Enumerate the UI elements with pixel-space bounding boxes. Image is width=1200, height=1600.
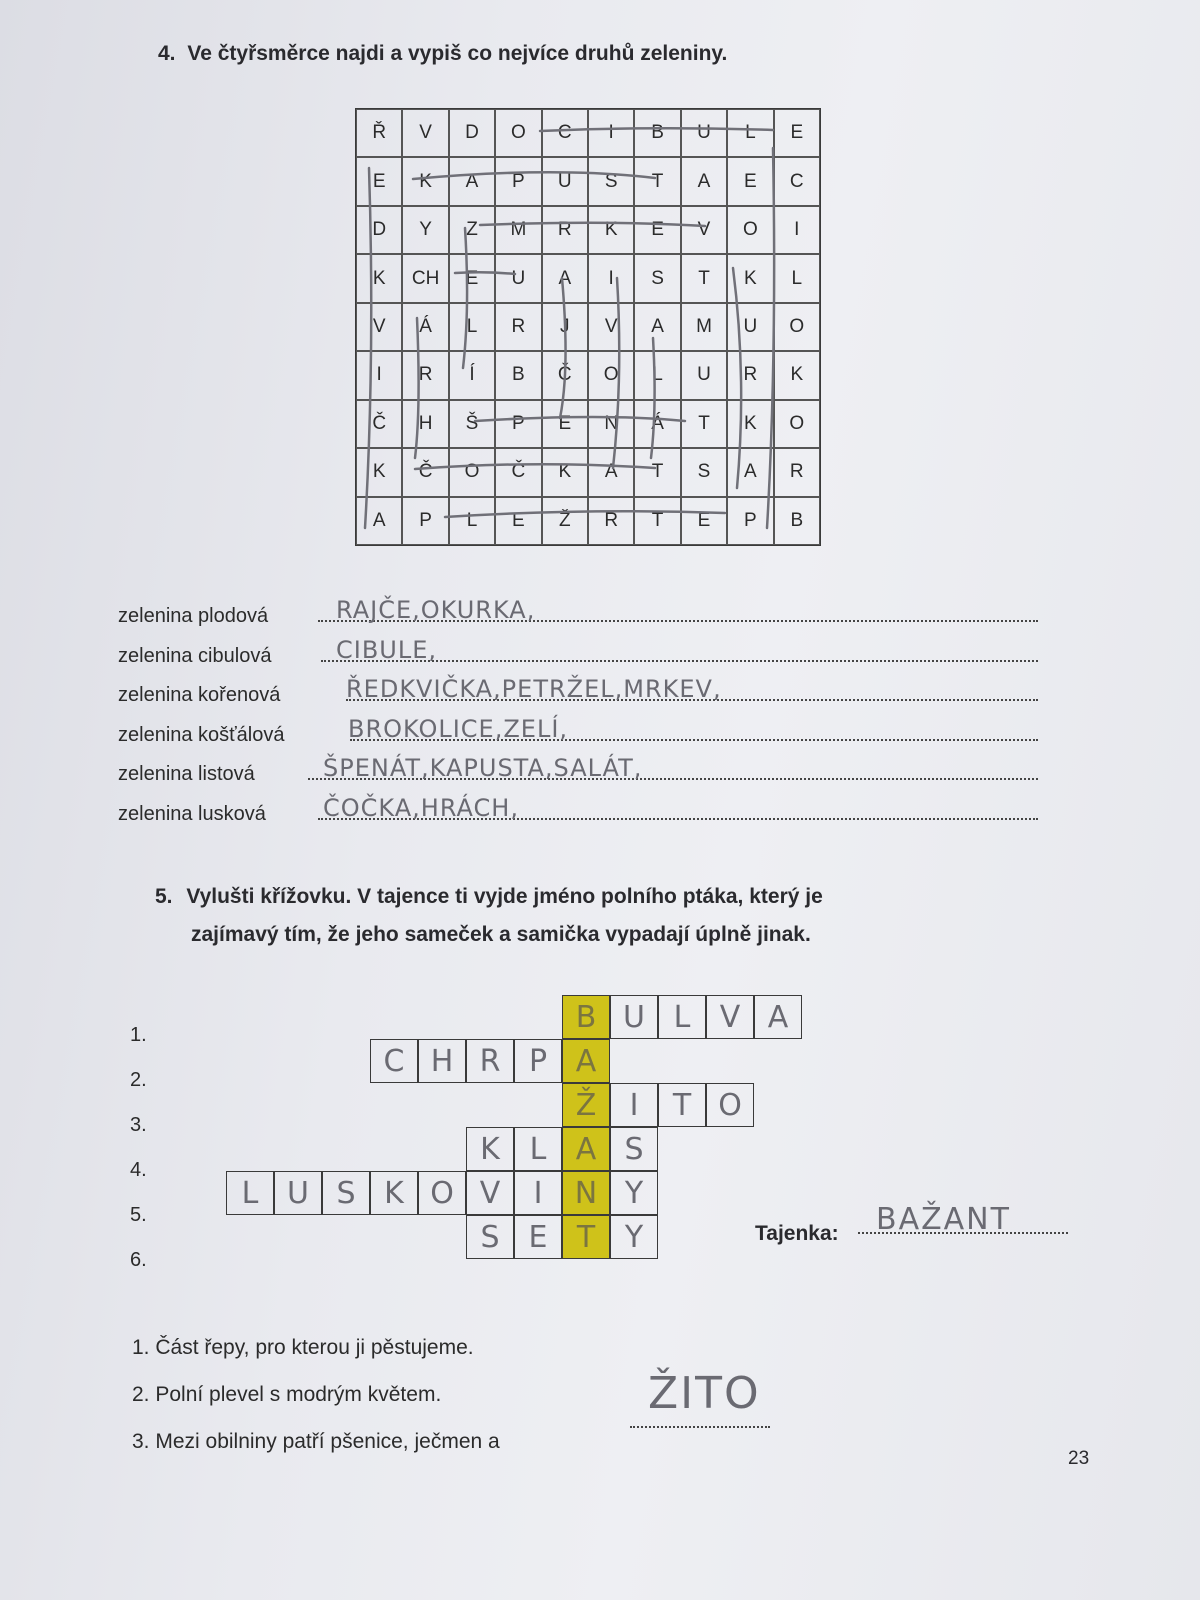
grid-cell: M: [495, 206, 541, 254]
category-label: zelenina kořenová: [118, 684, 281, 706]
clue-2: 2. Polní plevel s modrým květem.: [132, 1383, 442, 1406]
grid-cell: U: [681, 109, 727, 157]
grid-cell: V: [588, 303, 634, 351]
clue-1: 1. Část řepy, pro kterou ji pěstujeme.: [132, 1336, 474, 1359]
crossword-key-cell: T: [562, 1215, 610, 1259]
crossword-row-number: 6.: [130, 1249, 147, 1271]
grid-cell: K: [774, 351, 820, 399]
grid-cell: CH: [402, 254, 448, 302]
grid-cell: I: [774, 206, 820, 254]
grid-cell: Á: [634, 400, 680, 448]
grid-cell: R: [727, 351, 773, 399]
grid-cell: U: [495, 254, 541, 302]
crossword-key-cell: Ž: [562, 1083, 610, 1127]
grid-cell: P: [495, 157, 541, 205]
crossword-key-cell: B: [562, 995, 610, 1039]
category-row: [118, 750, 1038, 786]
grid-cell: K: [402, 157, 448, 205]
crossword-cell: L: [658, 995, 706, 1039]
grid-cell: Č: [542, 351, 588, 399]
category-label: zelenina plodová: [118, 605, 269, 627]
grid-cell: K: [356, 448, 402, 496]
crossword-cell: Y: [610, 1171, 658, 1215]
grid-cell: J: [542, 303, 588, 351]
category-row: [118, 592, 1038, 628]
crossword-cell: K: [370, 1171, 418, 1215]
crossword-cell: S: [466, 1215, 514, 1259]
grid-cell: K: [727, 400, 773, 448]
task4-title: Ve čtyřsměrce najdi a vypiš co nejvíce druhů zeleniny.: [187, 42, 728, 65]
grid-cell: A: [681, 157, 727, 205]
category-answer: ŘEDKVIČKA,PETRŽEL,MRKEV,: [346, 675, 722, 703]
crossword-cell: L: [514, 1127, 562, 1171]
grid-cell: Ž: [542, 497, 588, 545]
grid-cell: D: [449, 109, 495, 157]
grid-cell: S: [588, 157, 634, 205]
grid-cell: L: [727, 109, 773, 157]
category-answer: RAJČE,OKURKA,: [336, 596, 536, 624]
crossword-cell: I: [514, 1171, 562, 1215]
grid-cell: T: [634, 157, 680, 205]
grid-cell: B: [774, 497, 820, 545]
category-label: zelenina listová: [118, 763, 255, 785]
crossword-cell: I: [610, 1083, 658, 1127]
grid-cell: P: [727, 497, 773, 545]
grid-cell: T: [681, 254, 727, 302]
category-label: zelenina lusková: [118, 803, 266, 825]
grid-cell: P: [402, 497, 448, 545]
grid-cell: E: [449, 254, 495, 302]
crossword-cell: U: [610, 995, 658, 1039]
task5-title-line1: Vylušti křížovku. V tajence ti vyjde jméno polního ptáka, který je: [186, 885, 823, 908]
grid-cell: Č: [356, 400, 402, 448]
category-label: zelenina cibulová: [118, 645, 272, 667]
grid-cell: I: [356, 351, 402, 399]
grid-cell: E: [774, 109, 820, 157]
grid-cell: K: [356, 254, 402, 302]
grid-cell: K: [727, 254, 773, 302]
grid-cell: H: [402, 400, 448, 448]
category-row: [118, 671, 1038, 707]
grid-cell: L: [774, 254, 820, 302]
grid-cell: R: [774, 448, 820, 496]
grid-cell: S: [681, 448, 727, 496]
grid-cell: Á: [402, 303, 448, 351]
grid-cell: O: [774, 400, 820, 448]
crossword-cell: L: [226, 1171, 274, 1215]
crossword-row-number: 5.: [130, 1204, 147, 1226]
task5-title-line2: zajímavý tím, že jeho sameček a samička vypadají úplně jinak.: [191, 923, 811, 946]
crossword-cell: P: [514, 1039, 562, 1083]
grid-cell: D: [356, 206, 402, 254]
tajenka-label: Tajenka:: [755, 1222, 839, 1245]
grid-cell: V: [681, 206, 727, 254]
crossword-cell: U: [274, 1171, 322, 1215]
crossword-cell: A: [754, 995, 802, 1039]
category-row: [118, 711, 1038, 747]
crossword-key-cell: A: [562, 1127, 610, 1171]
grid-cell: Š: [449, 400, 495, 448]
grid-cell: E: [634, 206, 680, 254]
word-search-grid: [355, 108, 821, 546]
grid-cell: L: [634, 351, 680, 399]
task5-number: 5.: [155, 885, 173, 908]
grid-cell: A: [634, 303, 680, 351]
grid-cell: O: [588, 351, 634, 399]
grid-cell: R: [402, 351, 448, 399]
grid-cell: S: [634, 254, 680, 302]
grid-cell: K: [542, 448, 588, 496]
grid-cell: A: [727, 448, 773, 496]
tajenka-answer: BAŽANT: [876, 1202, 1011, 1237]
crossword-key-cell: N: [562, 1171, 610, 1215]
grid-cell: Č: [402, 448, 448, 496]
grid-cell: B: [634, 109, 680, 157]
grid-cell: M: [681, 303, 727, 351]
crossword-row-number: 1.: [130, 1024, 147, 1046]
grid-cell: Ř: [356, 109, 402, 157]
grid-cell: R: [588, 497, 634, 545]
task5-heading: [155, 878, 823, 954]
crossword-cell: Y: [610, 1215, 658, 1259]
grid-cell: U: [542, 157, 588, 205]
crossword-cell: V: [706, 995, 754, 1039]
crossword-cell: S: [610, 1127, 658, 1171]
crossword-row-number: 4.: [130, 1159, 147, 1181]
grid-cell: E: [727, 157, 773, 205]
crossword-cell: R: [466, 1039, 514, 1083]
grid-cell: O: [727, 206, 773, 254]
grid-cell: E: [495, 497, 541, 545]
grid-cell: T: [634, 448, 680, 496]
category-answer: ŠPENÁT,KAPUSTA,SALÁT,: [323, 754, 643, 782]
crossword-cell: C: [370, 1039, 418, 1083]
crossword-cell: H: [418, 1039, 466, 1083]
grid-cell: A: [449, 157, 495, 205]
page-number: 23: [1068, 1448, 1090, 1469]
grid-cell: C: [774, 157, 820, 205]
clue-3: 3. Mezi obilniny patří pšenice, ječmen a: [132, 1430, 500, 1453]
grid-cell: Z: [449, 206, 495, 254]
grid-cell: V: [356, 303, 402, 351]
crossword-cell: V: [466, 1171, 514, 1215]
category-row: [118, 790, 1038, 826]
category-answer: BROKOLICE,ZELÍ,: [348, 715, 569, 743]
crossword-row-number: 2.: [130, 1069, 147, 1091]
category-answer: ČOČKA,HRÁCH,: [323, 794, 519, 822]
crossword-row-number: 3.: [130, 1114, 147, 1136]
grid-cell: Y: [402, 206, 448, 254]
crossword-key-cell: A: [562, 1039, 610, 1083]
grid-cell: R: [542, 206, 588, 254]
grid-cell: E: [356, 157, 402, 205]
grid-cell: E: [681, 497, 727, 545]
grid-cell: L: [449, 497, 495, 545]
clue-3-answer: ŽITO: [648, 1368, 761, 1419]
grid-cell: N: [588, 400, 634, 448]
grid-cell: K: [588, 206, 634, 254]
grid-cell: C: [542, 109, 588, 157]
grid-cell: L: [449, 303, 495, 351]
grid-cell: P: [495, 400, 541, 448]
grid-cell: A: [588, 448, 634, 496]
clue-3-dots: [630, 1426, 770, 1428]
crossword-cell: O: [418, 1171, 466, 1215]
crossword-cell: T: [658, 1083, 706, 1127]
grid-cell: Í: [449, 351, 495, 399]
grid-cell: O: [495, 109, 541, 157]
category-answer: CIBULE,: [336, 636, 438, 664]
crossword-cell: E: [514, 1215, 562, 1259]
task4-heading: [158, 42, 727, 66]
grid-cell: U: [727, 303, 773, 351]
grid-cell: V: [402, 109, 448, 157]
grid-cell: I: [588, 254, 634, 302]
grid-cell: A: [356, 497, 402, 545]
grid-cell: Č: [495, 448, 541, 496]
category-label: zelenina košťálová: [118, 724, 285, 746]
grid-cell: A: [542, 254, 588, 302]
grid-cell: R: [495, 303, 541, 351]
grid-cell: O: [449, 448, 495, 496]
crossword-cell: S: [322, 1171, 370, 1215]
grid-cell: E: [542, 400, 588, 448]
crossword-cell: K: [466, 1127, 514, 1171]
grid-cell: T: [681, 400, 727, 448]
crossword-cell: O: [706, 1083, 754, 1127]
grid-cell: B: [495, 351, 541, 399]
task4-number: 4.: [158, 42, 176, 65]
grid-cell: T: [634, 497, 680, 545]
grid-cell: O: [774, 303, 820, 351]
grid-cell: I: [588, 109, 634, 157]
grid-cell: U: [681, 351, 727, 399]
category-row: [118, 632, 1038, 668]
